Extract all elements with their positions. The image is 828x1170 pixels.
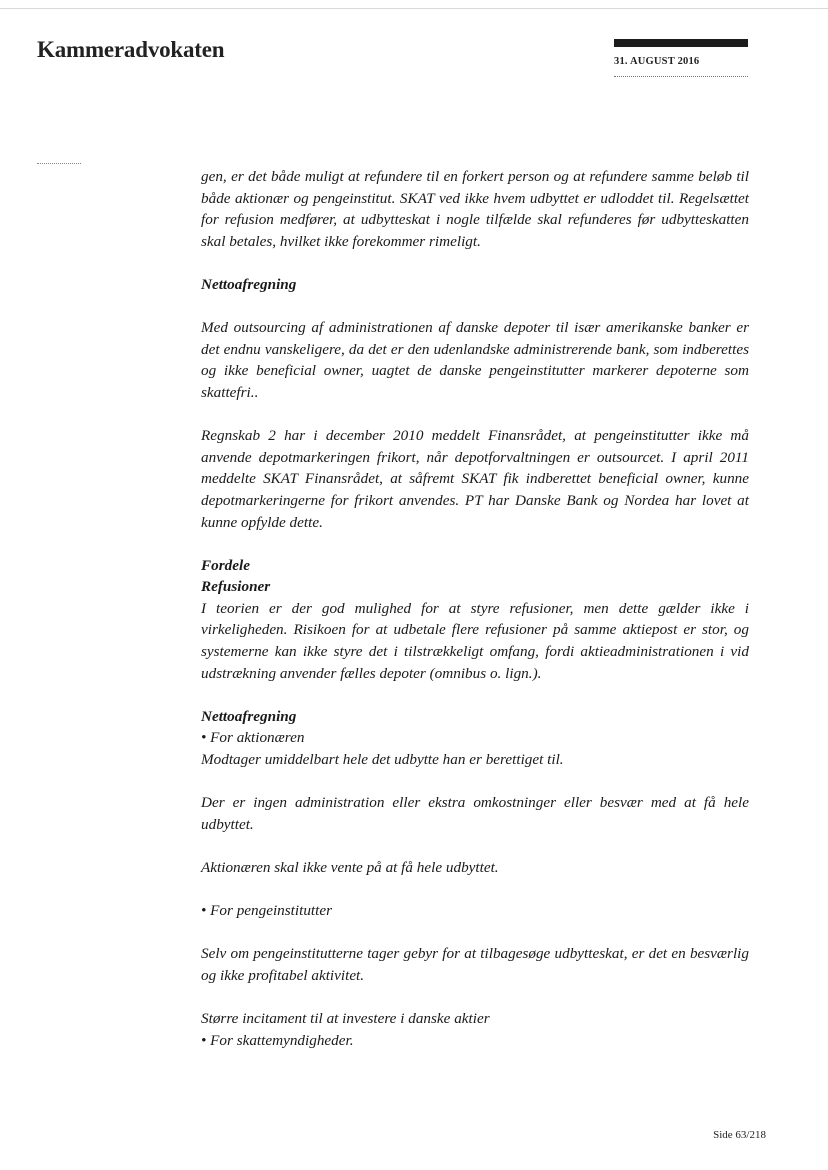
section-heading: Fordele	[201, 556, 250, 574]
document-body	[201, 166, 749, 1051]
paragraph: Der er ingen administration eller ekstra omkostninger eller besvær med at få hele udbyttet.	[201, 794, 749, 833]
paragraph: Aktionæren skal ikke vente på at få hele udbyttet.	[201, 859, 499, 876]
bullet-item: • For aktionæren	[201, 729, 305, 747]
paragraph: Større incitament til at investere i danske aktier	[201, 1010, 490, 1028]
bullet-item: • For skattemyndigheder.	[201, 1031, 354, 1049]
document-date: 31. AUGUST 2016	[614, 56, 700, 67]
paragraph: Modtager umiddelbart hele det udbytte han er berettiget til.	[201, 751, 564, 769]
subsection-heading: Refusioner	[201, 578, 271, 596]
paragraph: Med outsourcing af administrationen af danske depoter til især amerikanske banker er det endnu vanskeligere, da det er den udenlandske administrerende bank, som indberettes og ikke beneficial owner, uagtet de danske pengeinstitutter markerer depoterne som skattefri..	[201, 319, 749, 401]
paragraph: Selv om pengeinstitutterne tager gebyr for at tilbagesøge udbytteskat, er det en besværlig og ikke profitabel aktivitet.	[201, 945, 749, 984]
top-rule	[0, 8, 828, 9]
brand-logo: Kammeradvokaten	[37, 37, 225, 62]
section-heading: Nettoafregning	[201, 275, 297, 293]
date-divider	[614, 76, 748, 77]
margin-divider	[37, 163, 81, 164]
paragraph: Regnskab 2 har i december 2010 meddelt Finansrådet, at pengeinstitutter ikke må anvende depotmarkeringen frikort, når depotforvaltningen er outsourcet. I april 2011 meddelte SKAT Finansrådet, at såfremt SKAT fik indberettet beneficial owner, kunne depotmarkeringerne for frikort anvendes. PT har Danske Bank og Nordea har lovet at kunne opfylde dette.	[201, 427, 749, 531]
paragraph: I teorien er der god mulighed for at styre refusioner, men dette gælder ikke i virkeligheden. Risikoen for at udbetale flere refusioner på samme aktiepost er stor, og systemerne kan ikke styre det i tilstrækkeligt omfang, fordi aktieadministrationen i vid udstrækning anvender fælles depoter (omnibus o. lign.).	[201, 599, 749, 682]
bullet-item: • For pengeinstitutter	[201, 902, 333, 920]
date-bar	[614, 39, 748, 47]
section-heading: Nettoafregning	[201, 707, 297, 725]
paragraph: gen, er det både muligt at refundere til en forkert person og at refundere samme beløb til både aktionær og pengeinstitut. SKAT ved ikke hvem udbyttet er udloddet til. Regelsættet for refusion medfører, at udbytteskat i nogle tilfælde skal refunderes før udbytteskatten skal betales, hvilket ikke forekommer rimeligt.	[201, 168, 749, 250]
page-number: Side 63/218	[713, 1129, 766, 1141]
